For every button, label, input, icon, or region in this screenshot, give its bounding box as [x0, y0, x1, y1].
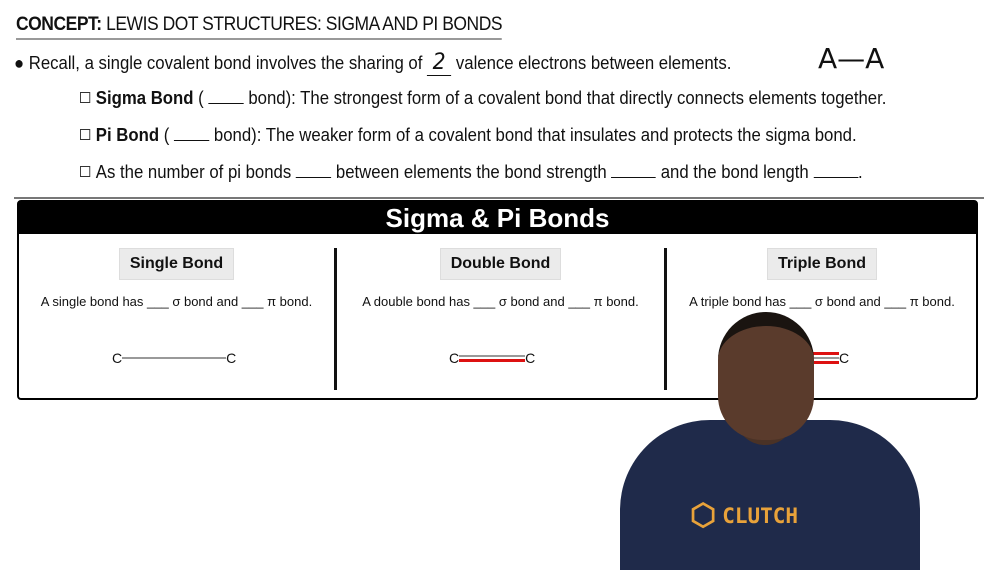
- column-text: A triple bond has ___ σ bond and ___ π bond.: [689, 294, 955, 309]
- column-label: Triple Bond: [767, 248, 877, 280]
- table-title: Sigma & Pi Bonds: [19, 202, 976, 234]
- column-text: A double bond has ___ σ bond and ___ π bond.: [362, 294, 639, 309]
- hexagon-icon: ⬡: [690, 498, 717, 533]
- column-text: A single bond has ___ σ bond and ___ π bond.: [40, 294, 313, 309]
- column-label: Double Bond: [440, 248, 562, 280]
- single-bond-diagram: C C: [112, 350, 237, 366]
- column-triple: [667, 248, 977, 309]
- pi-item: Pi Bond ( bond): The weaker form of a covalent bond that insulates and protects the sigma bond.: [80, 125, 857, 146]
- head: [718, 312, 814, 440]
- column-single: [19, 248, 334, 309]
- sigma-item: Sigma Bond ( bond): The strongest form of a covalent bond that directly connects elements together.: [80, 88, 886, 109]
- column-label: Single Bond: [119, 248, 234, 280]
- checkbox-icon: [80, 166, 90, 177]
- bond-trend-item: As the number of pi bonds between elements the bond strength and the bond length .: [80, 162, 863, 183]
- double-bond-diagram: C C: [449, 350, 536, 366]
- checkbox-icon: [80, 129, 90, 140]
- divider: [14, 197, 984, 199]
- triple-bond-diagram: C: [809, 350, 849, 366]
- handwritten-answer: 2: [427, 50, 451, 76]
- recall-line: ● Recall, a single covalent bond involves the sharing of 2 valence electrons between elements.: [14, 50, 732, 75]
- handwritten-diagram: A—A: [818, 42, 885, 75]
- instructor-video: [610, 310, 930, 562]
- clutch-logo: ⬡ CLUTCH: [690, 498, 799, 533]
- page-title: CONCEPT: LEWIS DOT STRUCTURES: SIGMA AND PI BONDS: [16, 14, 502, 40]
- column-double: [337, 248, 664, 309]
- checkbox-icon: [80, 92, 90, 103]
